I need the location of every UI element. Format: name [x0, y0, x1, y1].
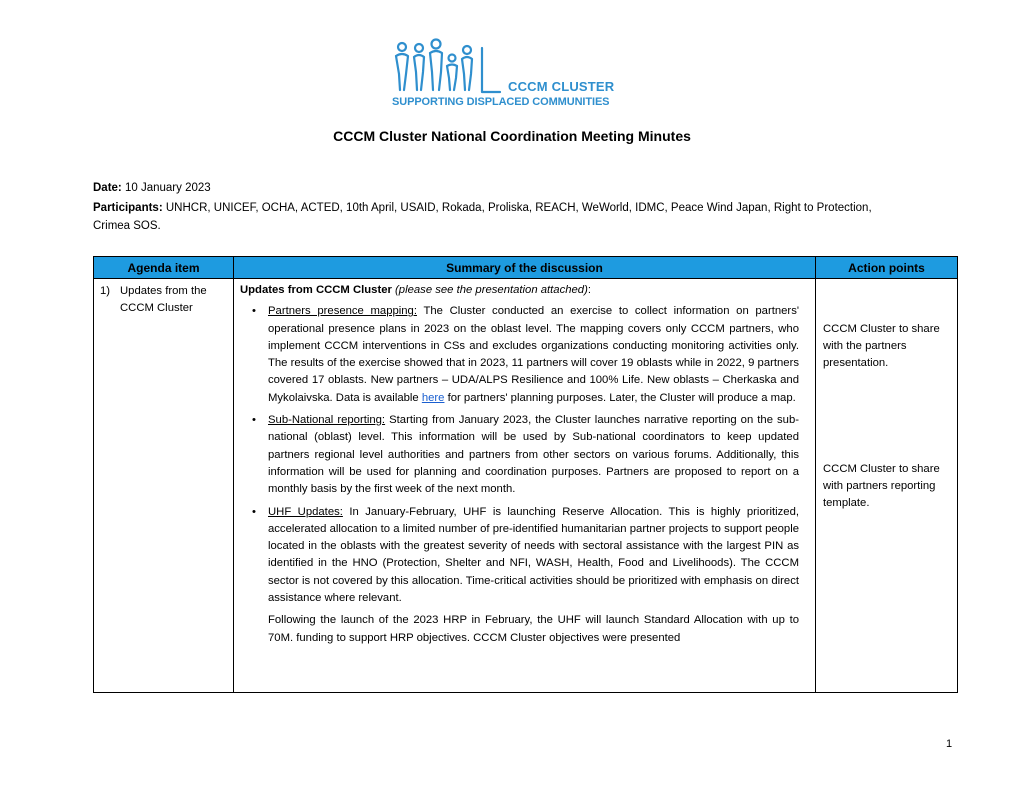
- date-line: [93, 179, 873, 197]
- date-label: Date:: [93, 182, 122, 194]
- bullet-text-after: for partners' planning purposes. Later, the Cluster will produce a map.: [447, 391, 796, 404]
- bullet-icon: •: [252, 305, 256, 318]
- follow-paragraph: Following the launch of the 2023 HRP in February, the UHF will launch Standard Allocation with up to 70M. funding to support HRP objectives. CCCM Cluster objectives were presented: [268, 614, 799, 644]
- bullet-label: Partners presence mapping:: [268, 305, 417, 318]
- summary-bullet-list: [240, 303, 799, 607]
- page-title: CCCM Cluster National Coordination Meeting Minutes: [333, 128, 691, 144]
- bullet-label: UHF Updates:: [268, 505, 343, 518]
- participants-line: [93, 199, 873, 235]
- list-item: [240, 412, 799, 498]
- header-summary: Summary of the discussion: [234, 257, 816, 279]
- participants-label: Participants:: [93, 202, 163, 214]
- cccm-cluster-logo: [392, 38, 632, 112]
- date-value: 10 January 2023: [124, 182, 211, 194]
- summary-cell: [234, 279, 816, 693]
- participants-value: UNHCR, UNICEF, OCHA, ACTED, 10th April, USAID, Rokada, Proliska, REACH, WeWorld, IDMC, Peace Wind Japan, Right to Protection, Crimea SOS.: [93, 202, 872, 232]
- bullet-text: The Cluster conducted an exercise to collect information on partners' operational presence plans in 2023 on the oblast level. The mapping covers only CCCM partners, who implement CCCM interventions in CSs and excludes organizations conducting monitoring activities only. The results of the exercise showed that in 2023, 11 partners will cover 19 oblasts while in 2022, 9 partners covered 17 oblasts. New partners – UDA/ALPS Resilience and 100% Life. New oblasts – Cherkaska and Mykolaivska. Data is available: [268, 305, 799, 404]
- people-figures-icon: [392, 38, 502, 96]
- logo-name: CCCM CLUSTER: [508, 79, 615, 94]
- bullet-icon: •: [252, 505, 256, 518]
- list-item: [240, 504, 799, 608]
- agenda-cell: [94, 279, 234, 693]
- header-action-points: Action points: [816, 257, 958, 279]
- table-header-row: [94, 257, 958, 279]
- logo-tagline: SUPPORTING DISPLACED COMMUNITIES: [392, 96, 610, 108]
- summary-heading-note: (please see the presentation attached): [395, 284, 588, 296]
- summary-heading: Updates from CCCM Cluster (please see the presentation attached):: [240, 284, 591, 296]
- bullet-label: Sub-National reporting:: [268, 414, 386, 427]
- actions-cell: [816, 279, 958, 693]
- agenda-number: 1): [100, 285, 111, 297]
- action-point: CCCM Cluster to share with the partners presentation.: [823, 323, 940, 369]
- table-row: [94, 279, 958, 693]
- minutes-table: [93, 256, 958, 693]
- action-point: CCCM Cluster to share with partners reporting template.: [823, 463, 940, 509]
- header-agenda-item: Agenda item: [94, 257, 234, 279]
- summary-heading-text: Updates from CCCM Cluster: [240, 284, 392, 296]
- bullet-text: In January-February, UHF is launching Reserve Allocation. This is highly prioritized, accelerated allocation to a limited number of pre-identified humanitarian partner projects to support people located in the oblasts with the greatest severity of needs with sectoral assistance with the largest PIN as identified in the HNO (Protection, Shelter and NFI, WASH, Health, Food and Livelihoods). The CCCM sector is not covered by this allocation. Time-critical activities should be prioritized with emphasis on direct assistance where relevant.: [268, 505, 799, 605]
- page-number: 1: [946, 738, 953, 750]
- bullet-icon: •: [252, 414, 256, 427]
- agenda-item-text: Updates from the CCCM Cluster: [120, 285, 207, 314]
- bullet-text: Starting from January 2023, the Cluster launches narrative reporting on the sub-national (oblast) level. This information will be used by Sub-national coordinators to keep updated partners regional level authorities and partners from other sectors on various forums. Additionally, this information will be used for planning and coordination purposes. Partners are proposed to report on a monthly basis by the first week of the next month.: [268, 414, 799, 496]
- data-link[interactable]: here: [421, 391, 445, 404]
- list-item: [240, 303, 799, 407]
